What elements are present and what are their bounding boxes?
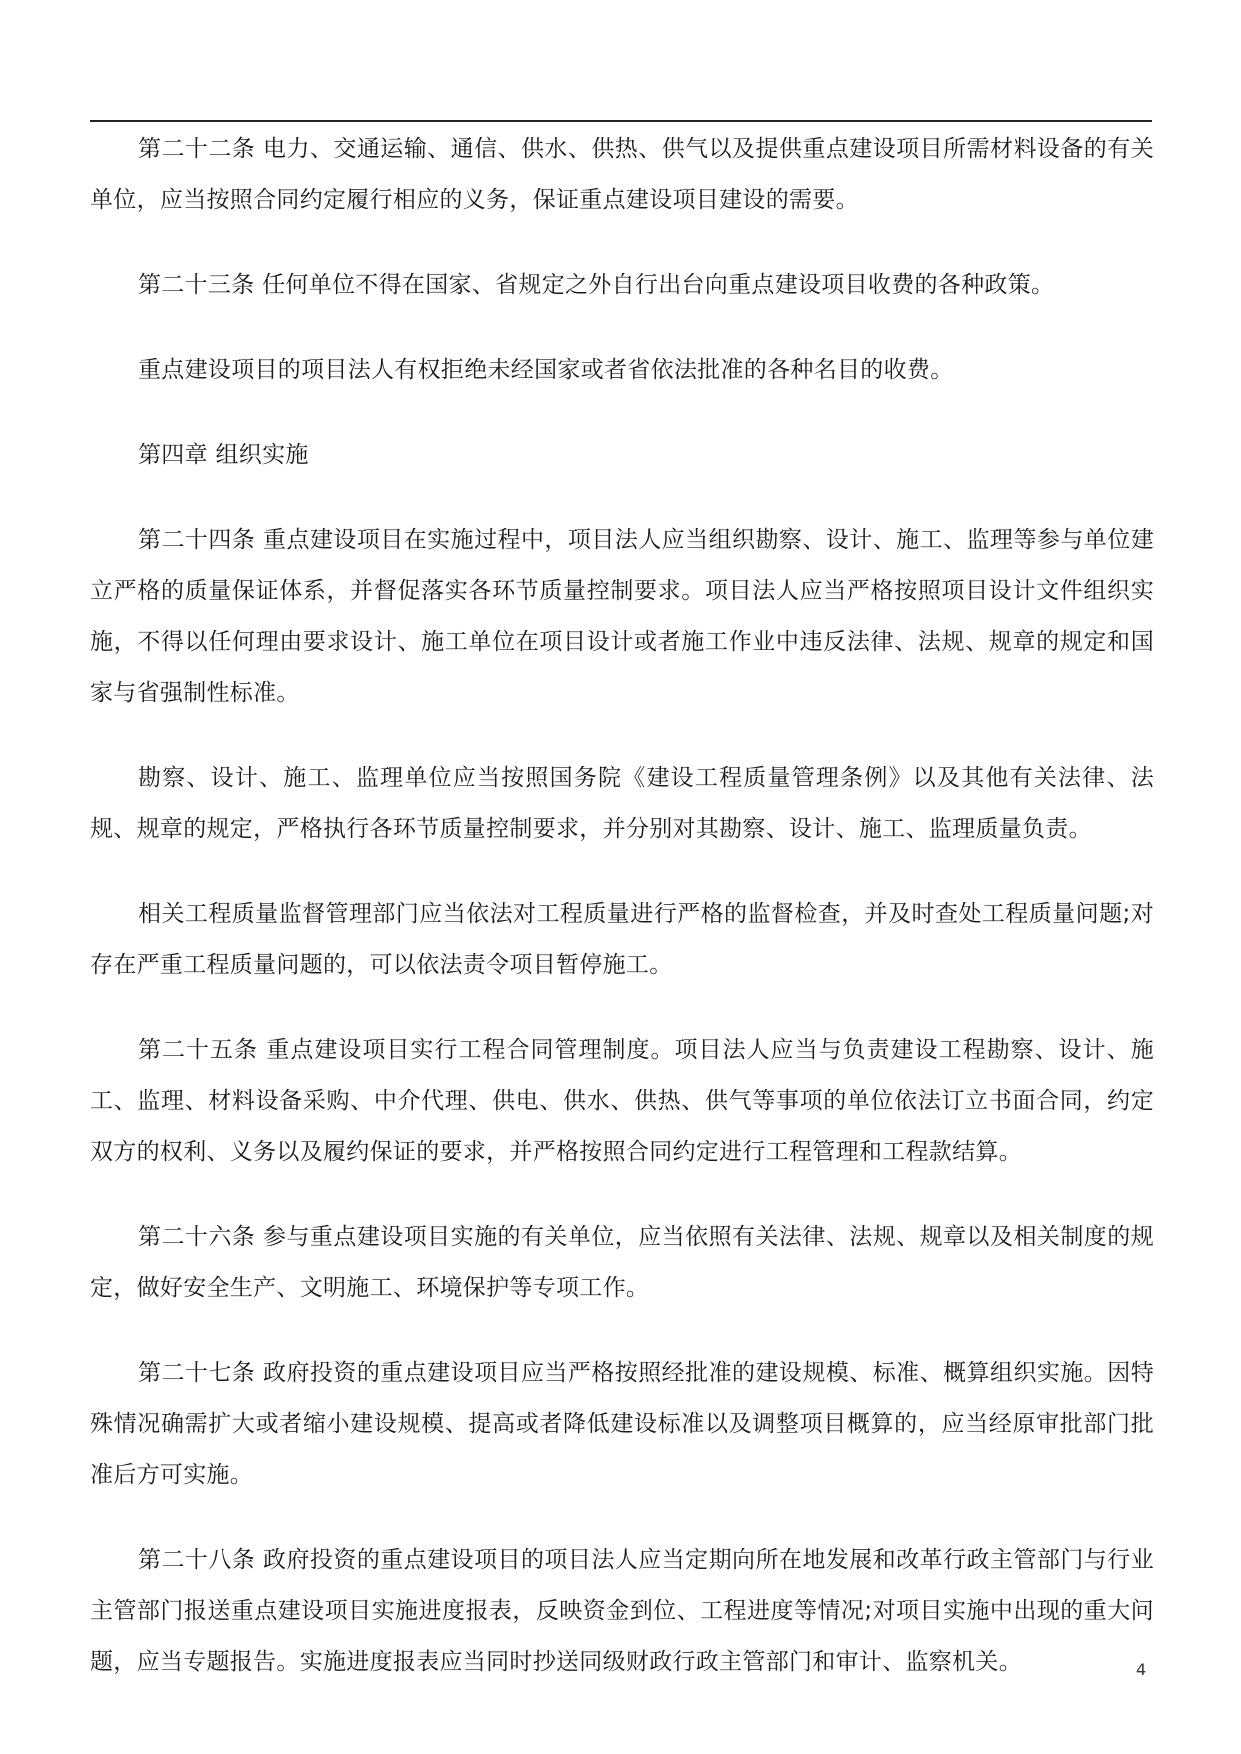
chapter-4-heading: 第四章 组织实施	[138, 442, 309, 468]
document-body	[90, 124, 1154, 1722]
article-28-paragraph: 第二十八条 政府投资的重点建设项目的项目法人应当定期向所在地发展和改革行政主管部门与行业主管部门报送重点建设项目实施进度报表，反映资金到位、工程进度等情况;对项目实施中出现的重大问题，应当专题报告。实施进度报表应当同时抄送同级财政行政主管部门和审计、监察机关。	[90, 1547, 1154, 1675]
article-24-paragraph: 第二十四条 重点建设项目在实施过程中，项目法人应当组织勘察、设计、施工、监理等参与单位建立严格的质量保证体系，并督促落实各环节质量控制要求。项目法人应当严格按照项目设计文件组织实施，不得以任何理由要求设计、施工单位在项目设计或者施工作业中违反法律、法规、规章的规定和国家与省强制性标准。	[90, 527, 1154, 706]
article-25-paragraph: 第二十五条 重点建设项目实行工程合同管理制度。项目法人应当与负责建设工程勘察、设计、施工、监理、材料设备采购、中介代理、供电、供水、供热、供气等事项的单位依法订立书面合同，约定双方的权利、义务以及履约保证的要求，并严格按照合同约定进行工程管理和工程款结算。	[90, 1037, 1154, 1165]
article-24-clause-3-paragraph: 相关工程质量监督管理部门应当依法对工程质量进行严格的监督检查，并及时查处工程质量问题;对存在严重工程质量问题的，可以依法责令项目暂停施工。	[90, 901, 1154, 978]
page-number: 4	[1136, 1660, 1147, 1679]
header-divider	[90, 120, 1152, 122]
article-24-clause-2-paragraph: 勘察、设计、施工、监理单位应当按照国务院《建设工程质量管理条例》以及其他有关法律、法规、规章的规定，严格执行各环节质量控制要求，并分别对其勘察、设计、施工、监理质量负责。	[90, 765, 1154, 842]
article-27-paragraph: 第二十七条 政府投资的重点建设项目应当严格按照经批准的建设规模、标准、概算组织实施。因特殊情况确需扩大或者缩小建设规模、提高或者降低建设标准以及调整项目概算的，应当经原审批部门批准后方可实施。	[90, 1360, 1154, 1488]
article-22-paragraph: 第二十二条 电力、交通运输、通信、供水、供热、供气以及提供重点建设项目所需材料设备的有关单位，应当按照合同约定履行相应的义务，保证重点建设项目建设的需要。	[90, 136, 1154, 213]
article-23-clause-2-paragraph: 重点建设项目的项目法人有权拒绝未经国家或者省依法批准的各种名目的收费。	[138, 357, 954, 383]
article-26-paragraph: 第二十六条 参与重点建设项目实施的有关单位，应当依照有关法律、法规、规章以及相关制度的规定，做好安全生产、文明施工、环境保护等专项工作。	[90, 1224, 1154, 1301]
article-23-paragraph: 第二十三条 任何单位不得在国家、省规定之外自行出台向重点建设项目收费的各种政策。	[138, 272, 1055, 298]
